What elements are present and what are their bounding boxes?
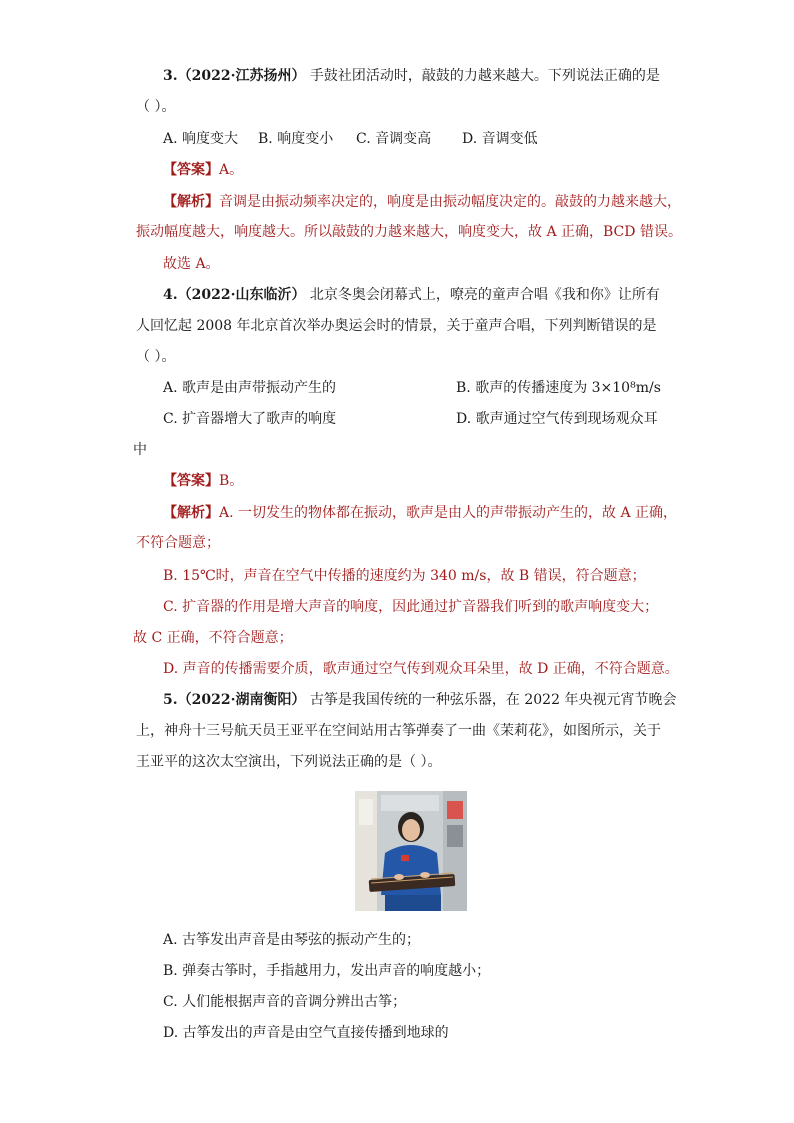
q4-number: 4.: [163, 287, 178, 303]
q5-option-c: C. 人们能根据声音的音调分辨出古筝；: [163, 994, 407, 1010]
q4-stem-line-2: 人回忆起 2008 年北京首次举办奥运会时的情景，关于童声合唱，下列判断错误的是: [136, 318, 657, 334]
q3-option-c: C. 音调变高: [356, 131, 432, 147]
q5-option-a: A. 古筝发出声音是由琴弦的振动产生的；: [163, 932, 421, 948]
q4-analysis-c-line-1: C. 扩音器的作用是增大声音的响度，因此通过扩音器我们听到的歌声响度变大；: [163, 599, 659, 615]
q5-stem-line-2: 上，神舟十三号航天员王亚平在空间站用古筝弹奏了一曲《茉莉花》，如图所示，关于: [136, 723, 661, 739]
q5-option-d: D. 古筝发出的声音是由空气直接传播到地球的: [163, 1025, 449, 1041]
analysis-tag: 【解析】: [163, 194, 219, 210]
q5-number: 5.: [163, 692, 178, 708]
q4-analysis-c-line-2: 故 C 正确，不符合题意；: [133, 630, 293, 646]
q4-option-a: A. 歌声是由声带振动产生的: [163, 380, 337, 396]
q3-number: 3.: [163, 68, 178, 84]
q4-analysis-a-line-1: 【解析】A. 一切发生的物体都在振动，歌声是由人的声带振动产生的，故 A 正确，: [163, 505, 678, 521]
q3-conclusion: 故选 A。: [163, 256, 220, 272]
answer-tag: 【答案】: [163, 162, 219, 178]
q4-source: （2022·山东临沂）: [177, 287, 306, 303]
q3-stem-line-2: （ ）。: [136, 99, 176, 115]
q4-option-b: B. 歌声的传播速度为 3×10⁸m/s: [456, 380, 661, 396]
q3-source: （2022·江苏扬州）: [177, 68, 306, 84]
q3-analysis-line-1: 【解析】音调是由振动频率决定的，响度是由振动幅度决定的。敲鼓的力越来越大，: [163, 194, 681, 210]
q4-analysis-b: B. 15℃时，声音在空气中传播的速度约为 340 m/s，故 B 错误，符合题意；: [163, 568, 646, 584]
q5-stem-line-1: [163, 690, 676, 710]
answer-tag: 【答案】: [163, 473, 219, 489]
q3-answer: 【答案】A。: [163, 162, 244, 178]
q3-option-b: B. 响度变小: [258, 131, 334, 147]
q4-option-c: C. 扩音器增大了歌声的响度: [163, 411, 337, 427]
q5-source: （2022·湖南衡阳）: [177, 692, 306, 708]
q4-option-d-cont: 中: [133, 442, 147, 458]
q3-option-a: A. 响度变大: [163, 131, 239, 147]
q5-stem-line-3: 王亚平的这次太空演出，下列说法正确的是（ ）。: [136, 754, 442, 770]
q3-stem-line-1: [163, 66, 660, 86]
q3-option-d: D. 音调变低: [462, 131, 538, 147]
q4-analysis-d: D. 声音的传播需要介质，歌声通过空气传到观众耳朵里，故 D 正确，不符合题意。: [163, 661, 679, 677]
q4-stem-line-3: （ ）。: [136, 349, 176, 365]
q3-stem: 手鼓社团活动时，敲鼓的力越来越大。下列说法正确的是: [309, 68, 660, 84]
q4-stem-line-1: [163, 285, 660, 305]
q4-option-d: D. 歌声通过空气传到现场观众耳: [456, 411, 658, 427]
photo-illustration: [355, 791, 467, 911]
q4-stem: 北京冬奥会闭幕式上，嘹亮的童声合唱《我和你》让所有: [309, 287, 660, 303]
q5-stem: 古筝是我国传统的一种弦乐器，在 2022 年央视元宵节晚会: [309, 692, 677, 708]
q4-answer: 【答案】B。: [163, 473, 244, 489]
q5-option-b: B. 弹奏古筝时，手指越用力，发出声音的响度越小；: [163, 963, 491, 979]
analysis-tag: 【解析】: [163, 505, 219, 521]
q4-analysis-a-line-2: 不符合题意；: [136, 535, 220, 551]
q3-analysis-line-2: 振动幅度越大，响度越大。所以敲鼓的力越来越大，响度变大，故 A 正确，BCD 错误。: [136, 224, 682, 240]
astronaut-guzheng-photo: [355, 791, 467, 911]
